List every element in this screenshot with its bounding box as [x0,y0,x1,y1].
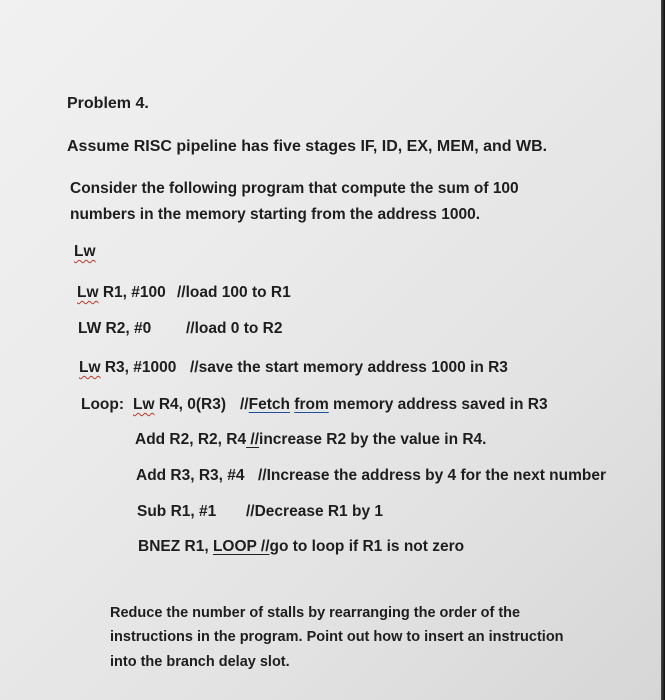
code-line-5 [135,431,486,449]
code-line-1 [77,284,166,302]
code-line-4-op: Lw [133,396,155,413]
problem-intro: Assume RISC pipeline has five stages IF, ID, EX, MEM, and WB. [67,138,548,155]
comment-word-from: from [294,396,329,413]
code-line-8 [138,538,464,556]
code-line-4-comment [240,396,548,414]
comment-word-fetch: Fetch [248,396,290,413]
code-line-3 [79,359,176,377]
program-header [74,243,96,261]
code-line-8-op: BNEZ R1, [138,538,213,555]
program-header-text: Lw [74,243,96,260]
code-line-8-comment-prefix: // [256,538,270,555]
problem-consider-line-2: numbers in the memory starting from the address 1000. [70,206,481,223]
code-line-3-args: R3, #1000 [100,359,177,376]
task-line-3: into the branch delay slot. [110,654,290,670]
code-line-4-args: R4, 0(R3) [154,396,227,413]
code-line-3-comment: //save the start memory address 1000 in R3 [190,359,508,376]
code-line-1-args: R1, #100 [98,284,166,301]
code-line-5-op: Add R2, R2, R4 [135,431,247,448]
code-line-7-op: Sub R1, #1 [137,503,217,520]
comment-prefix: // [240,396,249,413]
code-line-1-comment: //load 100 to R1 [177,284,291,301]
problem-title: Problem 4. [67,95,149,112]
task-line-1: Reduce the number of stalls by rearranging the order of the [110,605,521,621]
code-line-2-op: LW R2, #0 [78,320,152,337]
code-line-7-comment: //Decrease R1 by 1 [246,503,384,520]
code-line-4-label: Loop: [81,396,125,413]
code-line-8-label-ref: LOOP [212,538,257,555]
code-line-1-op: Lw [77,284,99,301]
code-line-5-comment: increase R2 by the value in R4. [259,431,487,448]
code-line-5-comment-prefix: // [246,431,260,448]
task-line-2: instructions in the program. Point out how to insert an instruction [110,629,564,645]
monitor-bezel-edge [661,0,665,700]
problem-consider-line-1: Consider the following program that compute the sum of 100 [70,180,519,197]
code-line-2-comment: //load 0 to R2 [186,320,283,337]
code-line-3-op: Lw [79,359,101,376]
code-line-6-comment: //Increase the address by 4 for the next number [258,467,607,484]
code-line-6-op: Add R3, R3, #4 [136,467,245,484]
code-line-8-comment: go to loop if R1 is not zero [269,538,465,555]
code-line-4 [133,396,226,414]
comment-rest: memory address saved in R3 [328,396,548,413]
